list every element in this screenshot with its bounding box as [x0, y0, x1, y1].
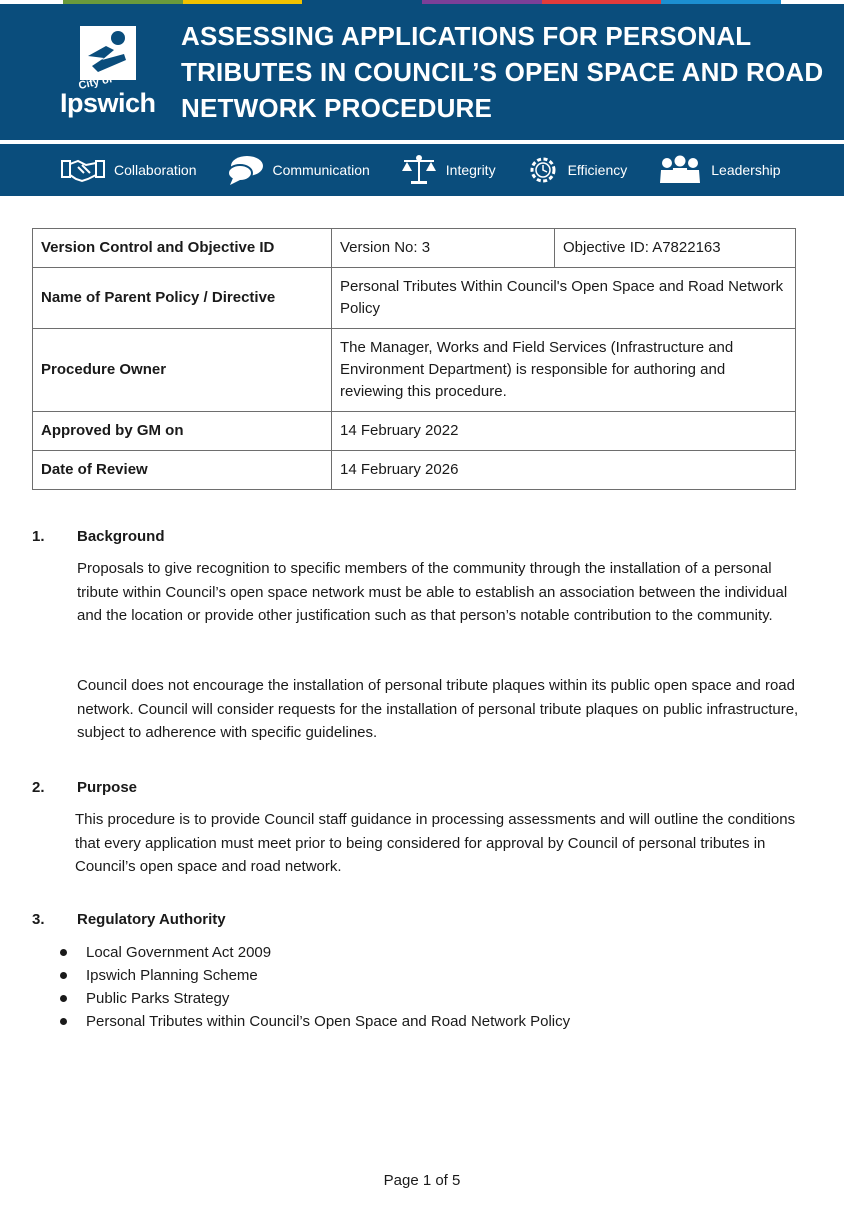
objective-id: Objective ID: A7822163: [555, 229, 796, 268]
regulatory-list: [58, 941, 570, 1033]
value-collaboration: [60, 155, 197, 185]
table-row: [33, 451, 796, 490]
bullet-icon: [60, 995, 67, 1002]
logo-city-of: City of: [77, 73, 114, 92]
section-heading-background: [32, 528, 165, 545]
version-number: Version No: 3: [332, 229, 555, 268]
review-label: Date of Review: [33, 451, 332, 490]
parent-policy-label: Name of Parent Policy / Directive: [33, 268, 332, 329]
values-row: [60, 152, 811, 188]
approved-date: 14 February 2022: [332, 412, 796, 451]
value-label: Leadership: [711, 162, 781, 178]
value-communication: [227, 154, 370, 186]
section-number: 3.: [32, 911, 45, 928]
table-row: [33, 329, 796, 412]
list-item: [58, 941, 570, 964]
document-control-table: [32, 228, 796, 490]
parent-policy-value: Personal Tributes Within Council's Open Space and Road Network Policy: [332, 268, 796, 329]
value-label: Integrity: [445, 162, 496, 178]
bullet-icon: [60, 972, 67, 979]
section-heading-purpose: [32, 779, 137, 796]
logo-mark-icon: [80, 26, 136, 80]
table-row: [33, 412, 796, 451]
handshake-icon: [60, 155, 106, 185]
page-title: ASSESSING APPLICATIONS FOR PERSONAL TRIBUTES IN COUNCIL’S OPEN SPACE AND ROAD NETWORK PROCEDURE: [181, 21, 824, 123]
list-item-text: Ipswich Planning Scheme: [86, 967, 258, 984]
list-item-text: Public Parks Strategy: [86, 990, 230, 1007]
purpose-paragraph: This procedure is to provide Council staff guidance in processing assessments and will outline the conditions that every application must meet prior to being considered for approval by Council of personal tributes in Council’s open space and road network.: [75, 811, 796, 875]
speech-bubbles-icon: [227, 154, 265, 186]
value-label: Efficiency: [567, 162, 628, 178]
page-number: Page 1 of 5: [383, 1172, 461, 1189]
background-paragraph-1: Proposals to give recognition to specific members of the community through the installation of a personal tribute within Council’s open space network must be able to establish an association between the individual and the location or provide other justification such as that person’s notable contribution to the community.: [77, 560, 788, 624]
version-control-label: Version Control and Objective ID: [33, 229, 332, 268]
ipswich-logo: [60, 22, 160, 126]
value-integrity: [400, 154, 496, 186]
bullet-icon: [60, 949, 67, 956]
list-item-text: Local Government Act 2009: [86, 944, 272, 961]
background-paragraph-2: Council does not encourage the installation of personal tribute plaques within its public open space and road network. Council will consider requests for the installation of personal tribute plaques on public infrastructure, subject to adherence with specific guidelines.: [77, 677, 799, 741]
table-row: [33, 268, 796, 329]
procedure-owner-label: Procedure Owner: [33, 329, 332, 412]
section-title: Purpose: [77, 779, 138, 796]
section-number: 1.: [32, 528, 45, 545]
bullet-icon: [60, 1018, 67, 1025]
section-heading-regulatory-authority: [32, 911, 226, 928]
section-number: 2.: [32, 779, 45, 796]
value-leadership: [657, 155, 780, 185]
review-date: 14 February 2026: [332, 451, 796, 490]
value-label: Communication: [272, 162, 370, 178]
procedure-owner-value: The Manager, Works and Field Services (Infrastructure and Environment Department) is responsible for authoring and reviewing this procedure.: [332, 329, 796, 412]
list-item: [58, 987, 570, 1010]
value-label: Collaboration: [114, 162, 197, 178]
logo-wordmark: Ipswich: [60, 88, 156, 118]
list-item: [58, 1010, 570, 1033]
table-row: [33, 229, 796, 268]
section-title: Regulatory Authority: [77, 911, 226, 928]
scales-icon: [400, 154, 438, 186]
gear-clock-icon: [526, 153, 560, 187]
value-efficiency: [526, 153, 628, 187]
section-title: Background: [77, 528, 165, 545]
approved-label: Approved by GM on: [33, 412, 332, 451]
list-item: [58, 964, 570, 987]
list-item-text: Personal Tributes within Council’s Open Space and Road Network Policy: [86, 1013, 571, 1030]
people-icon: [657, 155, 703, 185]
